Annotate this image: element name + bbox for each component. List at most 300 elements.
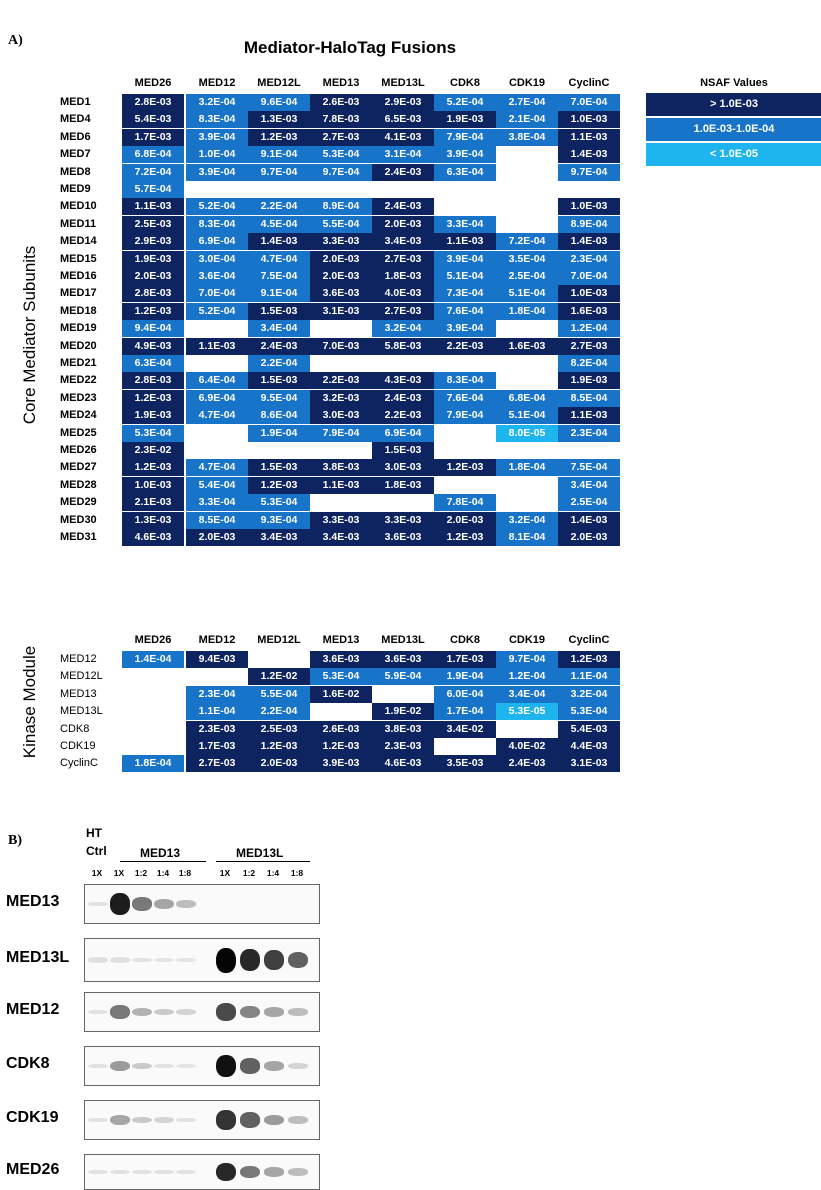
row-header: MED28: [60, 478, 97, 491]
table-cell: 9.1E-04: [248, 146, 310, 163]
column-header: MED12L: [257, 77, 301, 89]
column-header: MED13L: [381, 634, 425, 646]
table-cell: 6.8E-04: [496, 390, 558, 407]
blot-band: [176, 958, 196, 963]
table-cell: 1.7E-03: [122, 129, 184, 146]
table-cell: 2.2E-04: [248, 198, 310, 215]
table-cell: 8.9E-04: [310, 198, 372, 215]
blot-band: [240, 1166, 260, 1179]
table-cell: 2.3E-04: [186, 686, 248, 703]
table-cell: 7.9E-04: [434, 407, 496, 424]
table-cell: 1.1E-03: [310, 477, 372, 494]
table-cell: 8.3E-04: [186, 216, 248, 233]
table-cell: 2.0E-03: [248, 755, 310, 772]
table-cell: 2.5E-03: [248, 721, 310, 738]
blot-band: [132, 1008, 152, 1017]
figure-title: Mediator-HaloTag Fusions: [243, 38, 457, 57]
row-header: MED18: [60, 304, 97, 317]
table-cell: 2.7E-03: [186, 755, 248, 772]
table-cell: 2.2E-03: [434, 338, 496, 355]
column-header: MED13L: [381, 77, 425, 89]
table-cell: 1.1E-03: [558, 129, 620, 146]
table-cell: 3.0E-04: [186, 251, 248, 268]
table-cell: 2.5E-04: [496, 268, 558, 285]
blot-band: [176, 1118, 196, 1123]
row-header: CDK8: [60, 722, 90, 735]
row-header: MED7: [60, 148, 91, 161]
table-cell: 4.7E-04: [186, 459, 248, 476]
table-cell: 5.2E-04: [434, 94, 496, 111]
blot-band: [288, 1116, 308, 1124]
blot-band: [288, 1168, 308, 1175]
table-cell: 9.4E-03: [186, 651, 248, 668]
row-header: MED30: [60, 513, 97, 526]
table-cell: 2.8E-03: [122, 94, 184, 111]
blot-image: [84, 992, 320, 1032]
table-cell: 1.6E-03: [558, 303, 620, 320]
table-cell: 1.5E-03: [372, 442, 434, 459]
table-cell: 4.4E-03: [558, 738, 620, 755]
blot-band: [132, 958, 152, 963]
table-cell: 3.9E-04: [434, 320, 496, 337]
lane-label: 1:4: [156, 868, 170, 878]
column-header: MED12L: [257, 634, 301, 646]
table-cell: 9.7E-04: [496, 651, 558, 668]
blot-band: [288, 1008, 308, 1016]
table-cell: 1.1E-03: [122, 198, 184, 215]
blot-band: [132, 1063, 152, 1070]
blot-band: [88, 1118, 108, 1123]
row-header: MED15: [60, 252, 97, 265]
blot-band: [240, 1006, 260, 1019]
table-cell: 3.1E-03: [558, 755, 620, 772]
table-cell: 4.9E-03: [122, 338, 184, 355]
table-cell: 7.6E-04: [434, 303, 496, 320]
blot-image: [84, 884, 320, 924]
table-cell: 7.8E-04: [434, 494, 496, 511]
table-cell: 4.5E-04: [248, 216, 310, 233]
column-header: CDK8: [450, 77, 480, 89]
table-cell: 3.4E-04: [496, 686, 558, 703]
table-cell: 3.2E-04: [558, 686, 620, 703]
row-header: MED8: [60, 165, 91, 178]
table-cell: 4.0E-03: [372, 285, 434, 302]
table-cell: 1.2E-03: [248, 738, 310, 755]
table-cell: 6.3E-04: [122, 355, 184, 372]
lane-label: 1X: [113, 868, 125, 878]
blot-band: [240, 949, 260, 971]
row-header: CyclinC: [60, 757, 98, 770]
table-cell: 2.0E-03: [310, 251, 372, 268]
table-cell: 1.2E-04: [558, 320, 620, 337]
table-cell: 7.0E-04: [558, 268, 620, 285]
row-header: MED4: [60, 113, 91, 126]
table-cell: 5.1E-04: [496, 407, 558, 424]
blot-label: CDK8: [6, 1055, 50, 1072]
table-cell: 3.6E-03: [372, 529, 434, 546]
table-cell: 4.0E-02: [496, 738, 558, 755]
row-header: MED21: [60, 357, 97, 369]
table-cell: 1.3E-03: [248, 111, 310, 128]
blot-band: [154, 1064, 174, 1069]
blot-ht-label: HT: [86, 826, 102, 840]
table-cell: 2.4E-03: [372, 390, 434, 407]
table-cell: 2.9E-03: [122, 233, 184, 250]
table-cell: 2.0E-03: [186, 529, 248, 546]
table-cell: 3.4E-03: [310, 529, 372, 546]
table-cell: 2.2E-04: [248, 355, 310, 372]
table-cell: 5.3E-04: [558, 703, 620, 720]
table-cell: 1.4E-03: [558, 146, 620, 163]
table-cell: 1.2E-03: [122, 390, 184, 407]
blot-band: [88, 957, 108, 962]
table-cell: 5.3E-04: [248, 494, 310, 511]
table-cell: 2.0E-03: [310, 268, 372, 285]
blot-band: [216, 1163, 236, 1181]
blot-band: [176, 1170, 196, 1175]
row-header: CDK19: [60, 740, 96, 752]
blot-image: [84, 1046, 320, 1086]
table-cell: 8.3E-04: [186, 111, 248, 128]
table-cell: 5.8E-03: [372, 338, 434, 355]
table-cell: 3.8E-04: [496, 129, 558, 146]
table-cell: 1.9E-03: [122, 407, 184, 424]
blot-label: MED12: [6, 1001, 60, 1018]
blot-band: [216, 948, 236, 973]
table-cell: 3.6E-03: [372, 651, 434, 668]
blot-band: [110, 1115, 130, 1125]
table-cell: 1.7E-03: [186, 738, 248, 755]
table-cell: 2.2E-03: [372, 407, 434, 424]
row-header: MED20: [60, 339, 97, 352]
table-cell: 9.5E-04: [248, 390, 310, 407]
blot-image: [84, 938, 320, 982]
column-header: MED12: [198, 634, 236, 646]
blot-band: [216, 1110, 236, 1129]
column-header: MED13: [322, 634, 360, 646]
lane-label: 1X: [219, 868, 231, 878]
table-cell: 8.0E-05: [496, 425, 558, 442]
table-cell: 2.4E-03: [372, 164, 434, 181]
lane-label: 1:2: [134, 868, 148, 878]
table-cell: 1.2E-04: [496, 668, 558, 685]
table-cell: 1.5E-03: [248, 372, 310, 389]
table-cell: 3.9E-04: [186, 164, 248, 181]
table-cell: 1.1E-03: [434, 233, 496, 250]
table-cell: 2.2E-03: [310, 372, 372, 389]
table-cell: 4.3E-03: [372, 372, 434, 389]
blot-band: [216, 1055, 236, 1077]
table-cell: 6.9E-04: [372, 425, 434, 442]
table-cell: 1.2E-03: [310, 738, 372, 755]
lane-label: 1:8: [290, 868, 304, 878]
table-cell: 1.0E-03: [558, 285, 620, 302]
table-cell: 1.2E-03: [248, 477, 310, 494]
table-cell: 6.4E-04: [186, 372, 248, 389]
column-header: CyclinC: [568, 634, 610, 646]
table-cell: 3.2E-04: [372, 320, 434, 337]
table-cell: 3.1E-03: [310, 303, 372, 320]
table-cell: 3.4E-04: [558, 477, 620, 494]
table-cell: 7.3E-04: [434, 285, 496, 302]
table-cell: 2.7E-03: [310, 129, 372, 146]
row-header: MED9: [60, 183, 91, 195]
table-cell: 3.3E-03: [310, 233, 372, 250]
blot-label: MED13L: [6, 949, 70, 966]
blot-band: [88, 1010, 108, 1015]
table-cell: 6.9E-04: [186, 390, 248, 407]
blot-band: [88, 1064, 108, 1069]
table-cell: 3.6E-03: [310, 285, 372, 302]
blot-band: [132, 1117, 152, 1124]
table-cell: 7.5E-04: [248, 268, 310, 285]
table-cell: 2.3E-02: [122, 442, 184, 459]
table-cell: 6.3E-04: [434, 164, 496, 181]
blot-band: [132, 897, 152, 911]
table-cell: 3.0E-03: [372, 459, 434, 476]
table-cell: 3.1E-04: [372, 146, 434, 163]
table-cell: 2.4E-03: [496, 755, 558, 772]
table-cell: 1.6E-02: [310, 686, 372, 703]
table-cell: 2.7E-03: [372, 251, 434, 268]
table-cell: 5.4E-04: [186, 477, 248, 494]
table-cell: 1.7E-03: [434, 651, 496, 668]
row-header: MED1: [60, 96, 91, 108]
table-cell: 5.4E-03: [558, 721, 620, 738]
table-cell: 1.0E-03: [122, 477, 184, 494]
lane-label: 1:4: [266, 868, 280, 878]
table-cell: 2.3E-03: [186, 721, 248, 738]
blot-band: [110, 1170, 130, 1175]
panel-b-label: B): [8, 833, 22, 848]
row-header: MED16: [60, 270, 97, 282]
table-cell: 2.0E-03: [558, 529, 620, 546]
table-cell: 1.0E-04: [186, 146, 248, 163]
table-cell: 3.4E-03: [372, 233, 434, 250]
blot-band: [110, 1005, 130, 1019]
table-cell: 1.0E-03: [558, 198, 620, 215]
table-cell: 1.1E-04: [186, 703, 248, 720]
table-cell: 1.9E-04: [434, 668, 496, 685]
table-cell: 4.6E-03: [122, 529, 184, 546]
blot-band: [88, 1170, 108, 1175]
row-header: MED17: [60, 287, 97, 300]
table-cell: 7.2E-04: [496, 233, 558, 250]
blot-band: [176, 1064, 196, 1069]
table-cell: 7.5E-04: [558, 459, 620, 476]
table-cell: 1.4E-03: [248, 233, 310, 250]
table-cell: 1.2E-03: [558, 651, 620, 668]
blot-band: [132, 1170, 152, 1175]
table-cell: 2.3E-04: [558, 251, 620, 268]
table-cell: 5.2E-04: [186, 303, 248, 320]
row-header: MED13: [60, 687, 97, 700]
table-cell: 7.9E-04: [310, 425, 372, 442]
table-cell: 2.3E-04: [558, 425, 620, 442]
table-cell: 4.7E-04: [186, 407, 248, 424]
lane-label: 1:8: [178, 868, 192, 878]
table-cell: 7.0E-03: [310, 338, 372, 355]
table-cell: 1.2E-03: [434, 459, 496, 476]
blot-band: [264, 1061, 284, 1071]
table-cell: 6.0E-04: [434, 686, 496, 703]
table-cell: 8.6E-04: [248, 407, 310, 424]
table-cell: 6.8E-04: [122, 146, 184, 163]
blot-band: [110, 1061, 130, 1072]
blot-image: [84, 1100, 320, 1140]
table-cell: 1.9E-03: [434, 111, 496, 128]
table-cell: 8.2E-04: [558, 355, 620, 372]
column-header: MED12: [198, 77, 236, 89]
table-cell: 1.2E-02: [248, 668, 310, 685]
row-header: MED11: [60, 217, 97, 230]
blot-label: MED13: [6, 893, 60, 910]
blot-band: [154, 958, 174, 963]
blot-band: [154, 1117, 174, 1123]
table-cell: 6.5E-03: [372, 111, 434, 128]
table-cell: 1.8E-03: [372, 268, 434, 285]
row-header: MED23: [60, 391, 97, 404]
column-header: CDK8: [450, 634, 480, 646]
table-cell: 1.2E-03: [434, 529, 496, 546]
table-cell: 3.4E-03: [248, 529, 310, 546]
table-cell: 7.0E-04: [558, 94, 620, 111]
table-cell: 2.0E-03: [372, 216, 434, 233]
blot-band: [288, 1063, 308, 1069]
blot-ctrl-label: Ctrl: [86, 844, 107, 858]
table-cell: 2.8E-03: [122, 372, 184, 389]
table-cell: 1.0E-03: [558, 111, 620, 128]
blot-band: [154, 1170, 174, 1175]
table-cell: 3.2E-03: [310, 390, 372, 407]
table-cell: 1.3E-03: [122, 512, 184, 529]
table-cell: 2.4E-03: [372, 198, 434, 215]
blot-band: [264, 1115, 284, 1126]
table-cell: 6.9E-04: [186, 233, 248, 250]
table-cell: 1.4E-03: [558, 512, 620, 529]
table-cell: 1.2E-03: [122, 303, 184, 320]
table-cell: 9.4E-04: [122, 320, 184, 337]
table-cell: 5.3E-04: [310, 668, 372, 685]
row-header: MED27: [60, 461, 97, 474]
row-header: MED22: [60, 374, 97, 387]
blot-band: [110, 893, 130, 914]
table-cell: 2.1E-03: [122, 494, 184, 511]
table-cell: 2.7E-03: [558, 338, 620, 355]
row-header: MED24: [60, 409, 97, 422]
table-cell: 7.6E-04: [434, 390, 496, 407]
table-cell: 8.3E-04: [434, 372, 496, 389]
table-cell: 1.1E-04: [558, 668, 620, 685]
table-cell: 1.2E-03: [122, 459, 184, 476]
blot-band: [264, 1167, 284, 1176]
group-med13-line: [120, 861, 206, 862]
row-header: MED10: [60, 200, 97, 213]
column-header: CDK19: [508, 77, 546, 89]
table-cell: 2.0E-03: [122, 268, 184, 285]
table-cell: 9.1E-04: [248, 285, 310, 302]
table-cell: 1.9E-03: [122, 251, 184, 268]
table-cell: 3.6E-03: [310, 651, 372, 668]
column-header: MED26: [134, 634, 172, 646]
row-header: MED13L: [60, 705, 103, 718]
table-cell: 9.7E-04: [558, 164, 620, 181]
table-cell: 7.0E-04: [186, 285, 248, 302]
legend-title: NSAF Values: [700, 77, 768, 89]
table-cell: 7.2E-04: [122, 164, 184, 181]
table-cell: 1.8E-04: [496, 459, 558, 476]
blot-image: [84, 1154, 320, 1190]
table-cell: 1.2E-03: [248, 129, 310, 146]
table-cell: 1.5E-03: [248, 303, 310, 320]
blot-band: [264, 950, 284, 970]
table-cell: 2.0E-03: [434, 512, 496, 529]
column-header: CyclinC: [568, 77, 610, 89]
table-cell: 8.9E-04: [558, 216, 620, 233]
kinase-side-label: Kinase Module: [20, 645, 39, 759]
table-cell: 1.5E-03: [248, 459, 310, 476]
table-cell: 3.3E-04: [434, 216, 496, 233]
table-cell: 3.9E-03: [310, 755, 372, 772]
table-cell: 9.6E-04: [248, 94, 310, 111]
table-cell: 3.0E-03: [310, 407, 372, 424]
table-cell: 5.5E-04: [310, 216, 372, 233]
blot-band: [240, 1058, 260, 1073]
table-cell: 3.8E-03: [372, 721, 434, 738]
table-cell: 9.3E-04: [248, 512, 310, 529]
row-header: MED29: [60, 496, 97, 509]
row-header: MED19: [60, 322, 97, 335]
blot-band: [264, 1007, 284, 1017]
table-cell: 5.7E-04: [122, 181, 184, 198]
table-cell: 1.8E-04: [496, 303, 558, 320]
table-cell: 2.9E-03: [372, 94, 434, 111]
table-cell: 3.5E-04: [496, 251, 558, 268]
table-cell: 1.4E-04: [122, 651, 184, 668]
row-header: MED31: [60, 531, 97, 543]
table-cell: 2.4E-03: [248, 338, 310, 355]
table-cell: 5.3E-04: [122, 425, 184, 442]
table-cell: 2.7E-04: [496, 94, 558, 111]
blot-band: [176, 900, 196, 908]
table-cell: 5.5E-04: [248, 686, 310, 703]
table-cell: 3.4E-02: [434, 721, 496, 738]
table-cell: 5.9E-04: [372, 668, 434, 685]
table-cell: 5.1E-04: [496, 285, 558, 302]
panel-a-label: A): [8, 33, 23, 48]
table-cell: 1.8E-04: [122, 755, 184, 772]
legend-item-low: < 1.0E-05: [646, 143, 821, 166]
table-cell: 4.7E-04: [248, 251, 310, 268]
table-cell: 3.3E-03: [372, 512, 434, 529]
table-cell: 3.2E-04: [186, 94, 248, 111]
table-cell: 5.4E-03: [122, 111, 184, 128]
table-cell: 9.7E-04: [310, 164, 372, 181]
table-cell: 5.2E-04: [186, 198, 248, 215]
column-header: MED26: [134, 77, 172, 89]
table-cell: 2.6E-03: [310, 94, 372, 111]
table-cell: 7.9E-04: [434, 129, 496, 146]
group-med13l-line: [216, 861, 310, 862]
table-cell: 2.5E-04: [558, 494, 620, 511]
table-cell: 2.3E-03: [372, 738, 434, 755]
table-cell: 1.8E-03: [372, 477, 434, 494]
table-cell: 1.7E-04: [434, 703, 496, 720]
blot-band: [110, 957, 130, 962]
table-cell: 1.4E-03: [558, 233, 620, 250]
table-cell: 3.5E-03: [434, 755, 496, 772]
table-cell: 5.3E-05: [496, 703, 558, 720]
